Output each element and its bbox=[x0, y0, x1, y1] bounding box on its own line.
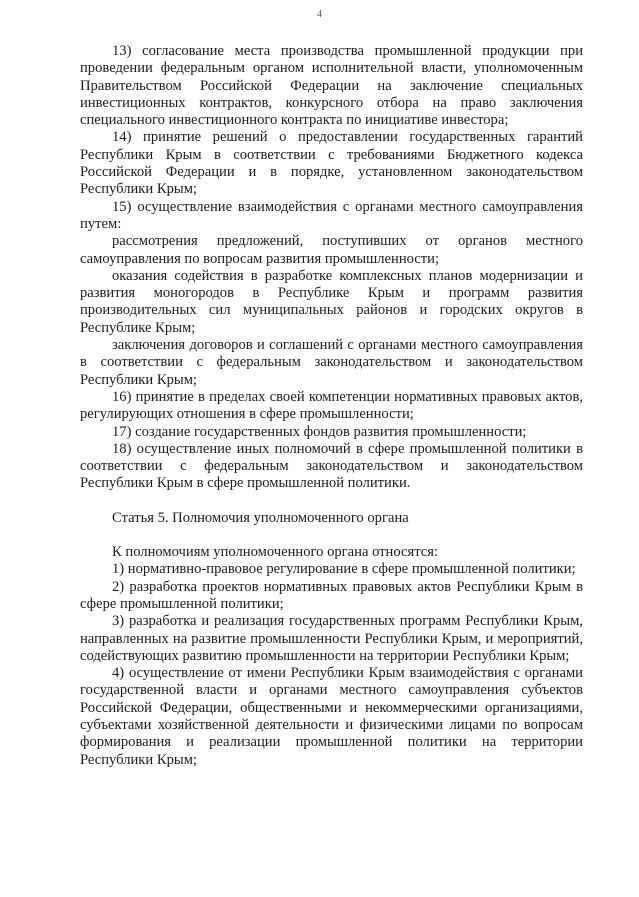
article-item-2: 2) разработка проектов нормативных правовых актов Республики Крым в сфере промышленной политики; bbox=[80, 578, 583, 612]
list-item-14: 14) принятие решений о предоставлении государственных гарантий Республики Крым в соответствии с требованиями Бюджетного кодекса Российской Федерации и в порядке, установленном законодательством Республики Крым; bbox=[80, 129, 583, 198]
document-body bbox=[80, 43, 583, 769]
list-item-15: 15) осуществление взаимодействия с органами местного самоуправления путем: bbox=[80, 198, 583, 232]
article-intro: К полномочиям уполномоченного органа относятся: bbox=[112, 544, 439, 561]
list-item-16: 16) принятие в пределах своей компетенции нормативных правовых актов, регулирующих отношения в сфере промышленности; bbox=[80, 388, 583, 423]
article-heading: Статья 5. Полномочия уполномоченного органа bbox=[112, 509, 409, 526]
article-item-3: 3) разработка и реализация государственных программ Республики Крым, направленных на развитие промышленности Республики Крым, и мероприятий, содействующих развитию промышленности на территории Республики Крым; bbox=[80, 613, 583, 664]
list-item-18: 18) осуществление иных полномочий в сфере промышленной политики в соответствии с федеральным законодательством и законодательством Республики Крым в сфере промышленной политики. bbox=[80, 440, 583, 492]
page-number: 4 bbox=[317, 9, 322, 20]
sub-item-agreements: заключения договоров и соглашений с органами местного самоуправления в соответствии с федеральным законодательством и законодательством Республики Крым; bbox=[80, 337, 583, 388]
sub-item-proposals: рассмотрения предложений, поступивших от органов местного самоуправления по вопросам развития промышленности; bbox=[80, 233, 583, 267]
article-item-1: 1) нормативно-правовое регулирование в сфере промышленной политики; bbox=[112, 561, 576, 578]
article-item-4: 4) осуществление от имени Республики Крым взаимодействия с органами государственной власти и органами местного самоуправления субъектов Российской Федерации, общественными и некоммерческими организациями, субъектами хозяйственной деятельности и физическими лицами по вопросам формирования и реализации промышленной политики на территории Республики Крым; bbox=[80, 665, 583, 768]
sub-item-modernization: оказания содействия в разработке комплексных планов модернизации и развития моногородов в Республике Крым и программ развития производительных сил муниципальных районов и городских округов в Республике Крым; bbox=[80, 267, 583, 336]
list-item-17: 17) создание государственных фондов развития промышленности; bbox=[112, 423, 527, 440]
list-item-13: 13) согласование места производства промышленной продукции при проведении федеральным органом исполнительной власти, уполномоченным Правительством Российской Федерации на заключение специальных инвестиционных контрактов, конкурсного отбора на право заключения специального инвестиционного контракта по инициативе инвестора; bbox=[80, 43, 583, 129]
